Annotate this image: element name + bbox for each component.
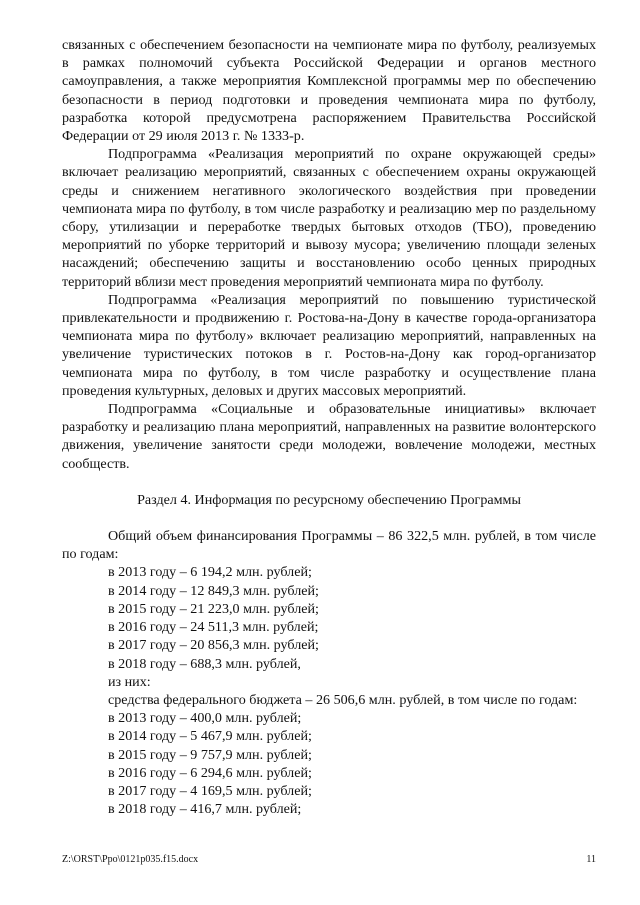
federal-funding-list — [62, 709, 596, 818]
list-item: в 2014 году – 12 849,3 млн. рублей; — [108, 582, 319, 599]
paragraph-security-continued: связанных с обеспечением безопасности на чемпионате мира по футболу, реализуемых в рамках полномочий субъекта Российской Федерации и органов местного самоуправления, а также мероприятия Комплексной программы мер по обеспечению безопасности в период подготовки и проведения чемпионата мира по футболу, разработка которой предусмотрена распоряжением Правительства Российской Федерации от 29 июля 2013 г. № 1333-р. — [62, 37, 596, 145]
federal-funding-intro: средства федерального бюджета – 26 506,6 млн. рублей, в том числе по годам: — [108, 691, 578, 708]
list-item: в 2017 году – 20 856,3 млн. рублей; — [108, 637, 319, 654]
list-item: в 2017 году – 4 169,5 млн. рублей; — [108, 782, 312, 799]
total-funding-intro: Общий объем финансирования Программы – 86 322,5 млн. рублей, в том числе по годам: — [62, 528, 596, 563]
list-item: в 2013 году – 6 194,2 млн. рублей; — [108, 564, 312, 581]
paragraph-social-subprogram: Подпрограмма «Социальные и образовательные инициативы» включает разработку и реализацию плана мероприятий, направленных на развитие волонтерского движения, увеличение занятости среди молодежи, вовлечение молодежи, местных сообществ. — [62, 401, 596, 472]
list-item: в 2014 году – 5 467,9 млн. рублей; — [108, 728, 312, 745]
paragraph-tourism-subprogram: Подпрограмма «Реализация мероприятий по повышению туристической привлекательности и продвижению г. Ростова-на-Дону в качестве города-организатора чемпионата мира по футболу» включает реализацию мероприятий, направленных на увеличение туристических потоков в г. Ростов-на-Дону как город-организатор чемпионата мира по футболу, в том числе разработку и осуществление плана проведения культурных, деловых и других массовых мероприятий. — [62, 291, 596, 399]
list-item: в 2016 году – 6 294,6 млн. рублей; — [108, 764, 312, 781]
list-item: в 2015 году – 9 757,9 млн. рублей; — [108, 746, 312, 763]
of-them-label: из них: — [108, 673, 151, 690]
list-item: в 2015 году – 21 223,0 млн. рублей; — [108, 600, 319, 617]
list-item: в 2018 году – 416,7 млн. рублей; — [108, 801, 302, 818]
list-item: в 2013 году – 400,0 млн. рублей; — [108, 710, 302, 727]
section-heading: Раздел 4. Информация по ресурсному обеспечению Программы — [137, 491, 521, 508]
total-funding-list — [62, 563, 596, 672]
paragraph-environment-subprogram: Подпрограмма «Реализация мероприятий по охране окружающей среды» включает реализацию мероприятий, связанных с обеспечением охраны окружающей среды и снижением негативного экологического воздействия при проведении чемпионата мира по футболу, в том числе разработку и реализацию мер по раздельному сбору, утилизации и переработке твердых бытовых отходов (ТБО), проведению мероприятий по уборке территорий и вывозу мусора; увеличению площади зеленых насаждений; обеспечению защиты и восстановлению особо ценных природных территорий вблизи мест проведения мероприятий чемпионата мира по футболу. — [62, 146, 596, 290]
footer-file-path: Z:\ORST\Ppo\0121p035.f15.docx — [62, 854, 199, 865]
list-item: в 2018 году – 688,3 млн. рублей, — [108, 655, 301, 672]
document-page — [62, 36, 596, 818]
list-item: в 2016 году – 24 511,3 млн. рублей; — [108, 619, 319, 636]
page-number: 11 — [586, 854, 596, 865]
